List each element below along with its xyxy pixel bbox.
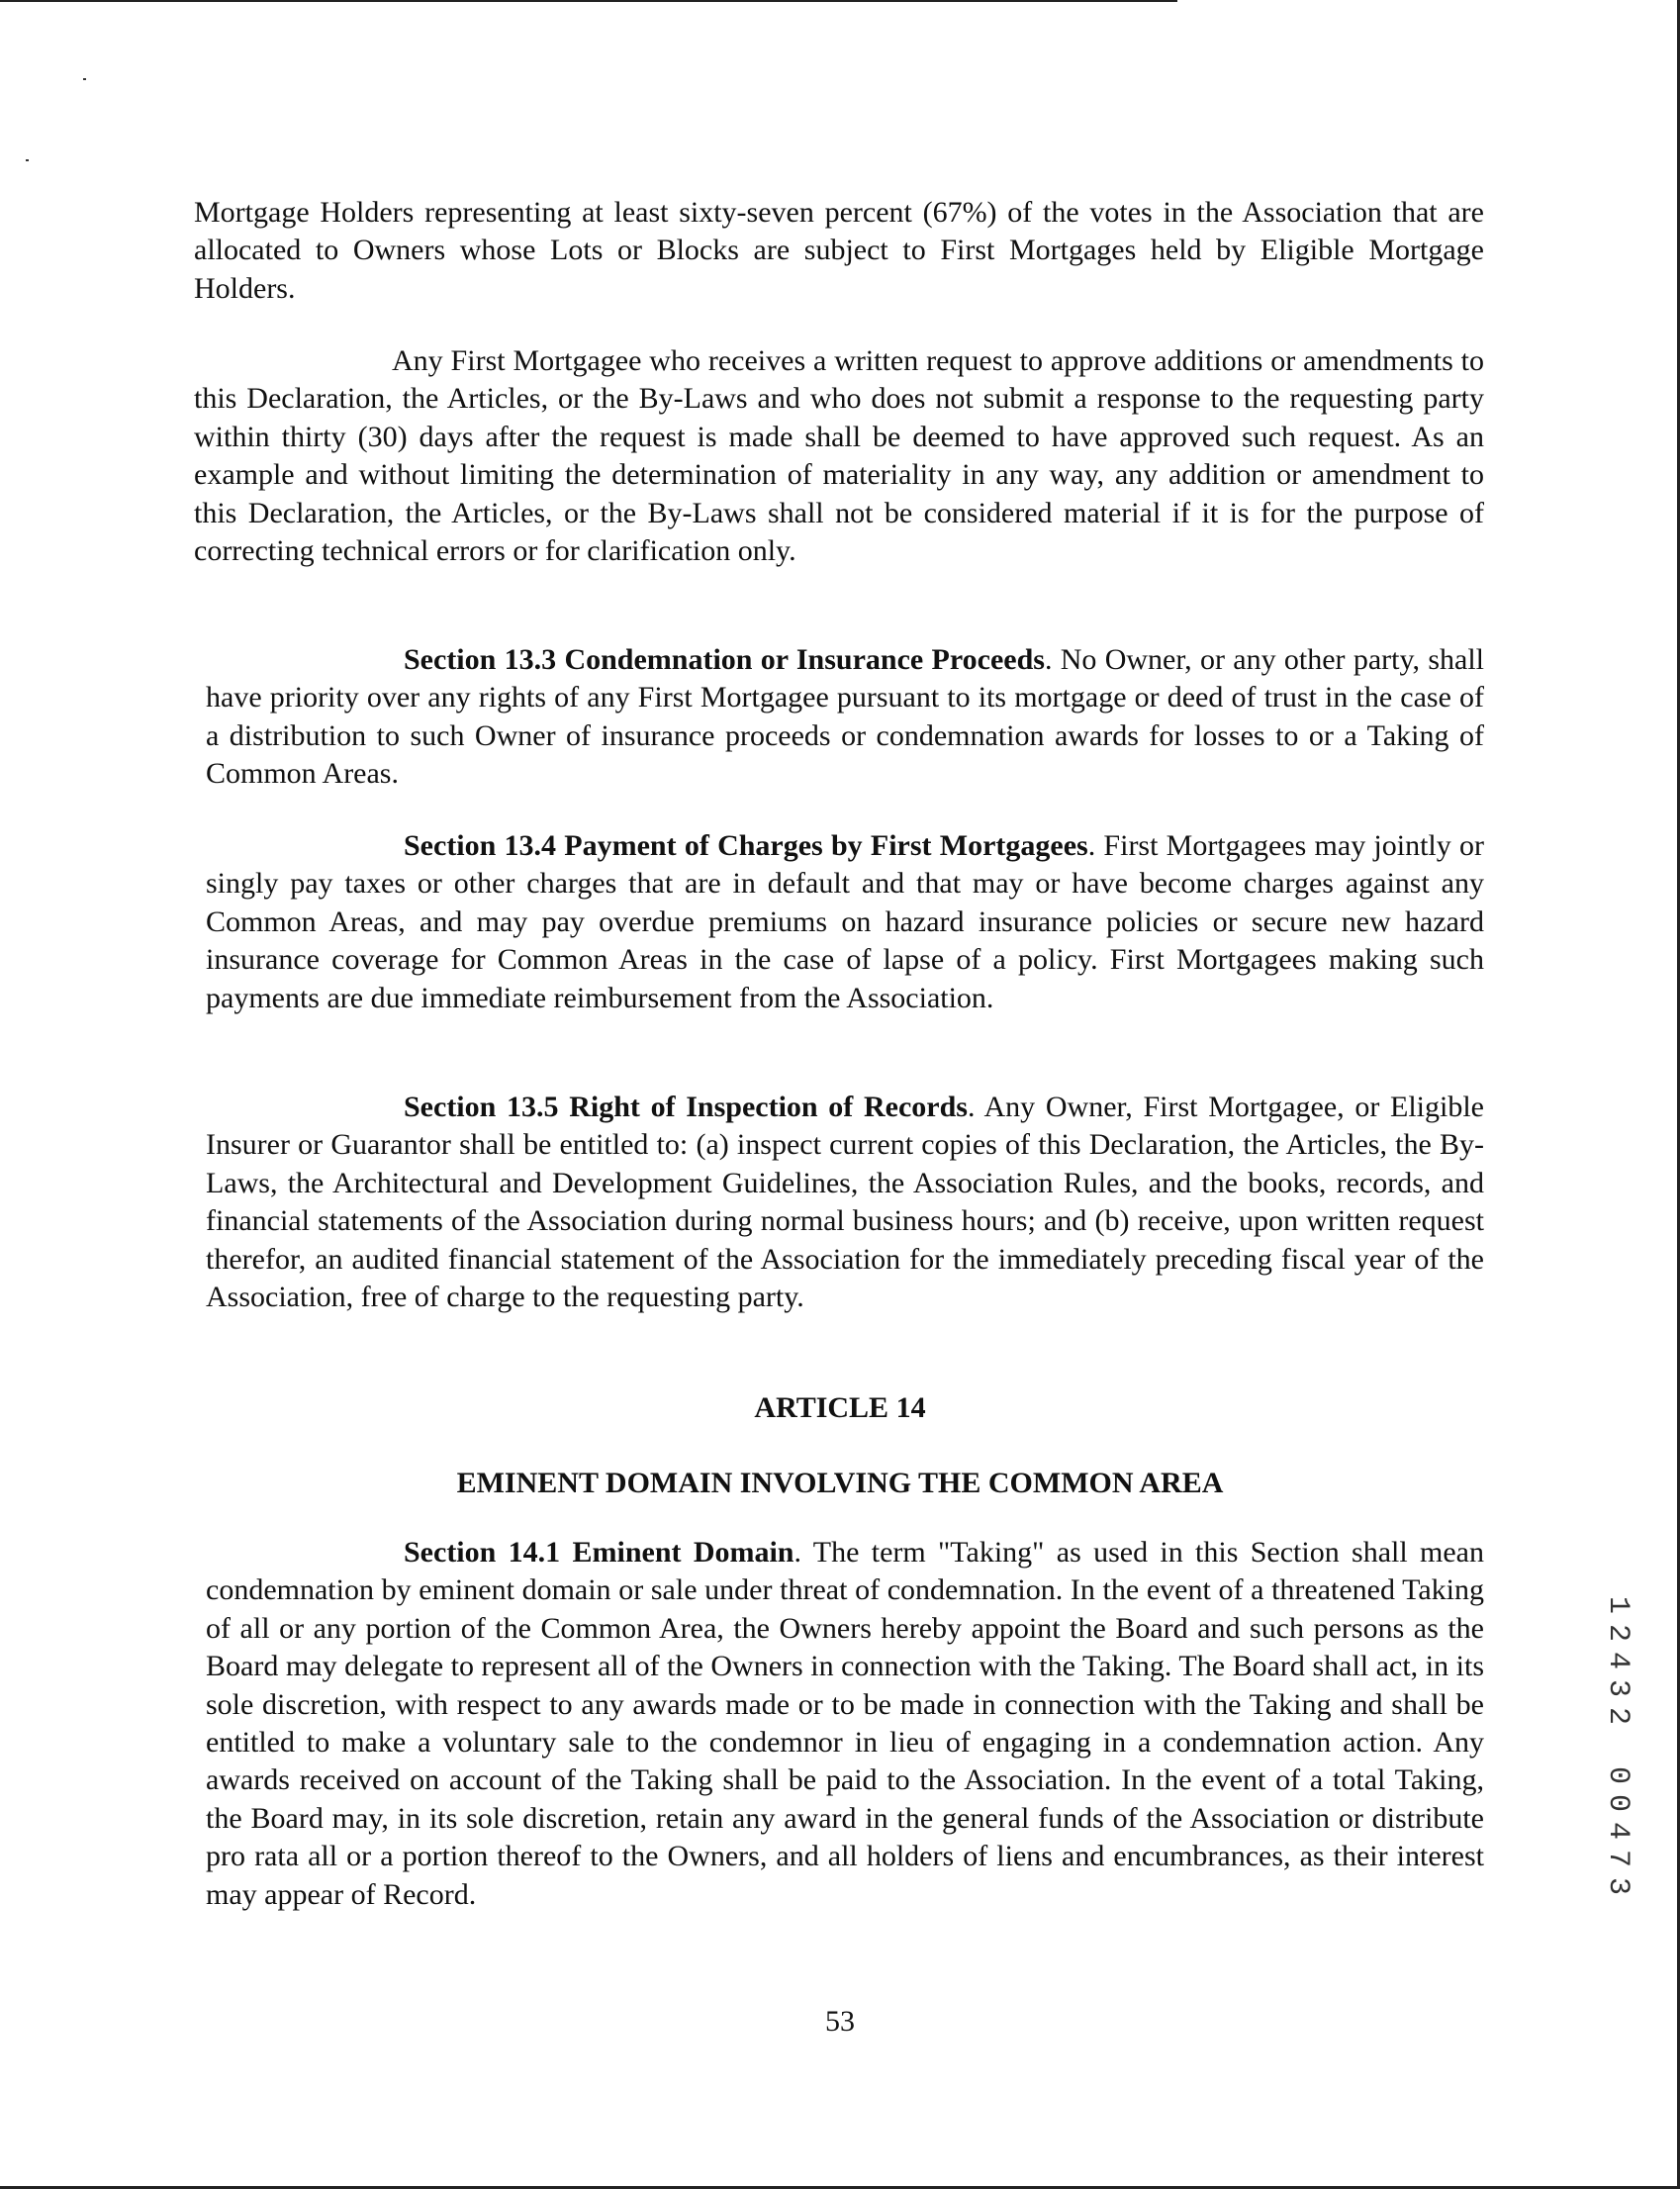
- section-13-5: [206, 1089, 1484, 1316]
- page-number: 53: [825, 2005, 855, 2038]
- stamp-digit: 2: [1601, 1706, 1634, 1725]
- stamp-digit: 0: [1601, 1793, 1634, 1812]
- article-title-text: EMINENT DOMAIN INVOLVING THE COMMON AREA: [456, 1467, 1224, 1499]
- scan-speck: [83, 78, 86, 80]
- section-14-1-body: . The term "Taking" as used in this Section shall mean condemnation by eminent domain or sale under threat of condemnation. In the event of a threatened Taking of all or any portion of the Common Area, the Owners hereby appoint the Board and such persons as the Board may delegate to represent all of the Owners in connection with the Taking. The Board shall act, in its sole discretion, with respect to any awards made or to be made in connection with the Taking and shall be entitled to make a voluntary sale to the condemnor in lieu of engaging in a condemnation action. Any awards received on account of the Taking shall be paid to the Association. In the event of a total Taking, the Board may, in its sole discretion, retain any award in the general funds of the Association or distribute pro rata all or a portion thereof to the Owners, and all holders of liens and encumbrances, as their interest may appear of Record.: [206, 1536, 1484, 1911]
- section-14-1: [206, 1534, 1484, 1914]
- section-13-3-heading: Section 13.3 Condemnation or Insurance Proceeds: [404, 643, 1045, 676]
- article-number: [0, 1389, 1680, 1427]
- stamp-digit: 3: [1601, 1678, 1634, 1697]
- section-13-5-heading: Section 13.5 Right of Inspection of Records: [404, 1091, 968, 1123]
- article-number-text: ARTICLE 14: [754, 1391, 926, 1424]
- section-14-1-heading: Section 14.1 Eminent Domain: [404, 1536, 794, 1569]
- stamp-digit: 4: [1601, 1821, 1634, 1840]
- stamp-digit: 0: [1601, 1765, 1634, 1784]
- section-13-3-body: . No Owner, or any other party, shall have priority over any rights of any First Mortgagee pursuant to its mortgage or deed of trust in the case of a distribution to such Owner of insurance proceeds or condemnation awards for losses to or a Taking of Common Areas.: [206, 643, 1484, 791]
- section-13-4-body: . First Mortgagees may jointly or singly pay taxes or other charges that are in default and that may or have become charges against any Common Areas, and may pay overdue premiums on hazard insurance policies or secure new hazard insurance coverage for Common Areas in the case of lapse of a policy. First Mortgagees making such payments are due immediate reimbursement from the Association.: [206, 829, 1484, 1014]
- stamp-digit: 4: [1601, 1651, 1634, 1669]
- stamp-digit: 1: [1601, 1595, 1634, 1614]
- section-13-4: [206, 827, 1484, 1017]
- section-13-5-body: . Any Owner, First Mortgagee, or Eligible Insurer or Guarantor shall be entitled to: (a) inspect current copies of this Declaration, the Articles, the By-Laws, the Architectural and Development Guidelines, the Association Rules, and the books, records, and financial statements of the Association during normal business hours; and (b) receive, upon written request therefor, an audited financial statement of the Association for the immediately preceding fiscal year of the Association, free of charge to the requesting party.: [206, 1091, 1484, 1314]
- section-13-4-heading: Section 13.4 Payment of Charges by First Mortgagees: [404, 829, 1088, 862]
- stamp-digit: 2: [1601, 1623, 1634, 1642]
- stamp-digit: 7: [1601, 1849, 1634, 1867]
- recording-stamp: [1603, 1591, 1633, 1900]
- scan-border-top: [0, 0, 1177, 2]
- scan-speck: [26, 159, 29, 161]
- paragraph-first-mortgagee-approval: Any First Mortgagee who receives a written request to approve additions or amendments to this Declaration, the Articles, or the By-Laws and who does not submit a response to the requesting party within thirty (30) days after the request is made shall be deemed to have approved such request. As an example and without limiting the determination of materiality in any way, any addition or amendment to this Declaration, the Articles, or the By-Laws shall not be considered material if it is for the purpose of correcting technical errors or for clarification only.: [194, 344, 1484, 568]
- article-title: [0, 1465, 1680, 1502]
- section-13-3: [206, 641, 1484, 794]
- stamp-digit: 3: [1601, 1876, 1634, 1895]
- paragraph-mortgage-holders: Mortgage Holders representing at least sixty-seven percent (67%) of the votes in the Association that are allocated to Owners whose Lots or Blocks are subject to First Mortgages held by Eligible Mortgage Holders.: [194, 196, 1484, 305]
